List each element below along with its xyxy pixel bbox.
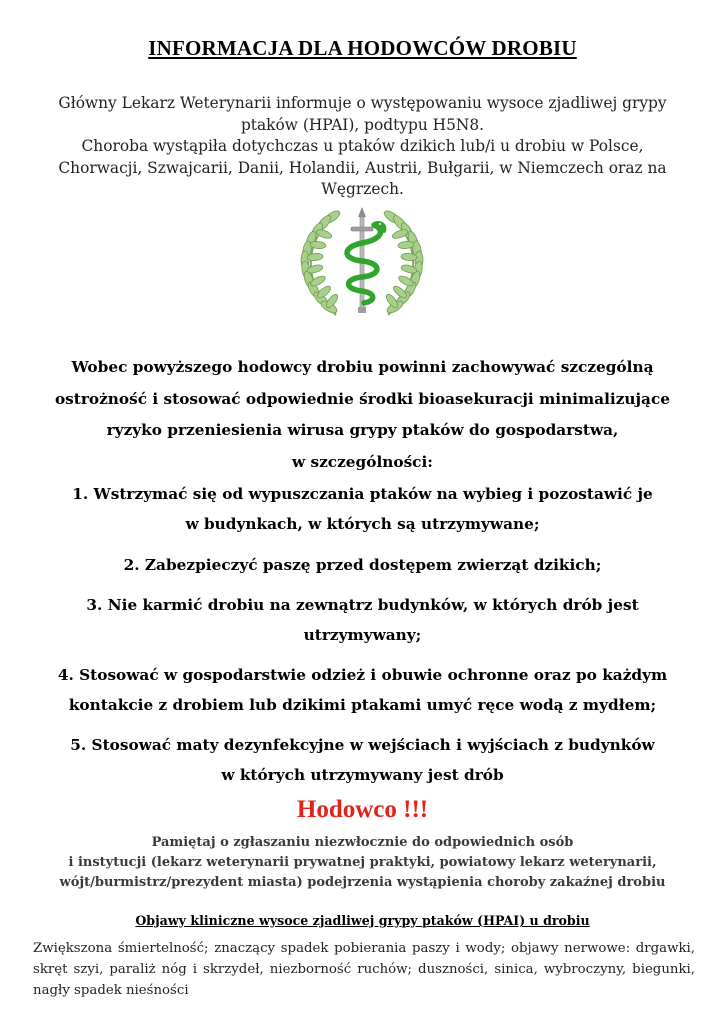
lead-line-3: ryzyko przeniesienia wirusa grypy ptaków do gospodarstwa, <box>106 421 619 439</box>
snake-head-icon <box>372 221 384 229</box>
lead-paragraph <box>30 352 695 478</box>
reporting-notice <box>10 833 715 893</box>
recommendation-item-2 <box>20 551 705 581</box>
lead-line-4: w szczególności: <box>292 452 433 471</box>
reporting-notice-line-2: i instytucji (lekarz weterynarii prywatnej praktyki, powiatowy lekarz weterynarii, <box>68 855 657 870</box>
lead-line-2: ostrożność i stosować odpowiednie środki bioasekuracji minimalizujące <box>54 389 671 408</box>
veterinary-emblem-icon <box>288 203 436 327</box>
document-title: INFORMACJA DLA HODOWCÓW DROBIU <box>148 36 577 60</box>
recommendation-item-5-line-2: w których utrzymywany jest drób <box>221 765 504 784</box>
intro-line-1: Główny Lekarz Weterynarii informuje o występowaniu wysoce zjadliwej grypy <box>58 94 667 112</box>
intro-line-2: ptaków (HPAI), podtypu H5N8. <box>240 115 485 134</box>
recommendation-item-1 <box>20 480 705 539</box>
hodowco-heading: Hodowco !!! <box>296 796 429 823</box>
snake-icon <box>347 223 384 303</box>
symptoms-title: Objawy kliniczne wysoce zjadliwej grypy ptaków (HPAI) u drobiu <box>135 913 590 928</box>
recommendation-item-3-line-1: 3. Nie karmić drobiu na zewnątrz budynków, w których drób jest <box>86 596 639 614</box>
recommendation-item-5-line-1: 5. Stosować maty dezynfekcyjne w wejściach i wyjściach z budynków <box>70 736 655 754</box>
recommendation-item-3 <box>20 591 705 650</box>
recommendation-item-3-line-2: utrzymywany; <box>303 625 422 644</box>
reporting-notice-line-1: Pamiętaj o zgłaszaniu niezwłocznie do odpowiednich osób <box>151 835 574 850</box>
wreath-left <box>300 209 341 316</box>
recommendation-item-1-line-2: w budynkach, w których są utrzymywane; <box>185 514 540 533</box>
recommendation-item-4-line-2: kontakcie z drobiem lub dzikimi ptakami umyć ręce wodą z mydłem; <box>68 695 657 714</box>
recommendation-item-5 <box>20 731 705 790</box>
recommendation-item-4-line-1: 4. Stosować w gospodarstwie odzież i obuwie ochronne oraz po każdym <box>57 666 668 684</box>
recommendation-item-2-line-1: 2. Zabezpieczyć paszę przed dostępem zwierząt dzikich; <box>123 556 602 574</box>
wreath-right <box>382 209 423 316</box>
lead-line-1: Wobec powyższego hodowcy drobiu powinni zachowywać szczególną <box>71 358 654 376</box>
recommendation-item-1-line-1: 1. Wstrzymać się od wypuszczania ptaków na wybieg i pozostawić je <box>72 485 653 503</box>
intro-line-5: Węgrzech. <box>321 180 404 198</box>
intro-paragraph <box>28 93 697 201</box>
symptoms-text: Zwiększona śmiertelność; znaczący spadek pobierania paszy i wody; objawy nerwowe: drgawki, skręt szyi, paraliż nóg i skrzydeł, niezborność ruchów; duszności, sinica, wybroczyny, biegunki, nagły spadek nieśności <box>33 941 695 998</box>
reporting-notice-line-3: wójt/burmistrz/prezydent miasta) podejrzenia wystąpienia choroby zakaźnej drobiu <box>59 875 666 890</box>
recommendation-item-4 <box>20 661 705 720</box>
intro-line-3: Choroba wystąpiła dotychczas u ptaków dzikich lub/i u drobiu w Polsce, <box>81 137 644 155</box>
intro-line-4: Chorwacji, Szwajcarii, Danii, Holandii, Austrii, Bułgarii, w Niemczech oraz na <box>58 158 667 177</box>
